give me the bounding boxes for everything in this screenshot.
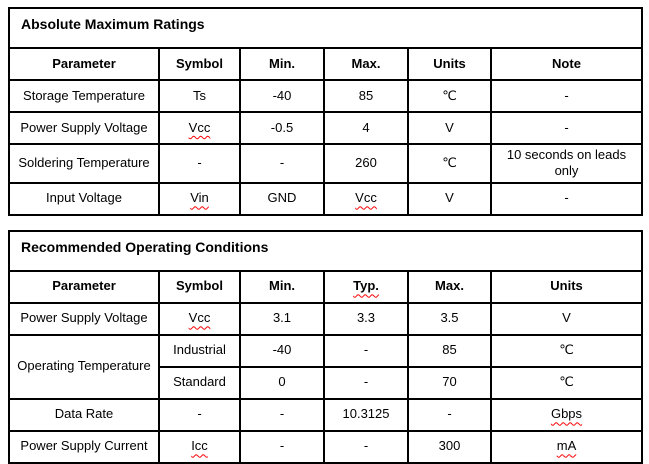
table-row: [9, 335, 642, 367]
column-header: [240, 271, 324, 303]
column-header: [159, 48, 240, 80]
cell-text: ℃: [559, 374, 574, 390]
table-body: [9, 8, 642, 215]
column-header-label: Units: [550, 278, 583, 294]
table-cell: [408, 144, 491, 183]
table-cell: [240, 183, 324, 215]
column-header: [324, 48, 408, 80]
cell-text: 10 seconds on leads only: [506, 147, 627, 179]
table-cell: [159, 399, 240, 431]
column-header: [408, 48, 491, 80]
table-cell: [324, 303, 408, 335]
table-cell: [408, 335, 491, 367]
cell-text: Vin: [190, 190, 209, 206]
cell-text: Ts: [193, 87, 206, 103]
table-row: [9, 112, 642, 144]
cell-text: -: [564, 87, 569, 103]
column-header-label: Typ.: [353, 278, 379, 294]
cell-text: Power Supply Voltage: [20, 119, 148, 135]
tables-container: [8, 7, 641, 464]
cell-text: -: [279, 406, 285, 422]
cell-text: 0: [278, 374, 286, 390]
table-cell: [408, 112, 491, 144]
table-cell: [9, 183, 159, 215]
table-cell: [408, 80, 491, 112]
table-cell: [240, 144, 324, 183]
table-cell: [491, 183, 642, 215]
absolute-maximum-ratings: [8, 7, 643, 216]
table-cell: [9, 80, 159, 112]
table-body: [9, 231, 642, 463]
cell-text: mA: [556, 438, 577, 454]
table-cell: [240, 303, 324, 335]
column-header-label: Max.: [435, 278, 464, 294]
cell-text: 85: [358, 87, 374, 103]
column-header-label: Parameter: [52, 55, 116, 71]
table-cell: [324, 367, 408, 399]
table-cell: [159, 144, 240, 183]
table-cell: [240, 335, 324, 367]
cell-text: V: [445, 119, 454, 135]
table-cell: [159, 303, 240, 335]
table-cell: [408, 367, 491, 399]
table-row: [9, 80, 642, 112]
cell-text: Vcc: [188, 310, 211, 326]
cell-text: -: [564, 119, 569, 135]
recommended-operating-conditions: [8, 230, 643, 464]
cell-text: -0.5: [270, 119, 294, 135]
column-header-label: Min.: [269, 55, 295, 71]
table-cell: [9, 112, 159, 144]
cell-text: -: [447, 406, 452, 422]
cell-text: -: [363, 342, 369, 358]
table-cell: [324, 335, 408, 367]
cell-text: V: [562, 310, 571, 326]
table-cell: [159, 112, 240, 144]
table-row: [9, 183, 642, 215]
column-header-label: Units: [433, 55, 466, 71]
table-cell: [159, 367, 240, 399]
table-row: [9, 303, 642, 335]
cell-text: Power Supply Voltage: [20, 310, 148, 326]
cell-text: 300: [438, 438, 461, 454]
cell-text: 4: [362, 119, 370, 135]
column-header-label: Min.: [269, 278, 295, 294]
table-cell: [240, 399, 324, 431]
table-cell: [9, 335, 159, 399]
table-row: [9, 399, 642, 431]
cell-text: ℃: [442, 155, 457, 171]
table-cell: [9, 144, 159, 183]
table-title: [9, 231, 642, 271]
table-cell: [240, 80, 324, 112]
cell-text: ℃: [442, 87, 457, 103]
table-cell: [240, 367, 324, 399]
column-header-label: Max.: [351, 55, 381, 71]
cell-text: Standard: [173, 374, 226, 390]
column-header: [491, 271, 642, 303]
table-cell: [324, 399, 408, 431]
column-header-label: Symbol: [176, 278, 223, 294]
cell-text: Gbps: [550, 406, 583, 422]
cell-text: 3.1: [272, 310, 292, 326]
table-cell: [491, 80, 642, 112]
table-cell: [408, 399, 491, 431]
column-header-label: Symbol: [176, 55, 223, 71]
table-title: [9, 8, 642, 48]
column-header-label: Note: [552, 55, 581, 71]
table-cell: [159, 183, 240, 215]
table-cell: [408, 183, 491, 215]
table-cell: [324, 80, 408, 112]
table-title-text: Absolute Maximum Ratings: [21, 16, 205, 33]
column-header-label: Parameter: [52, 278, 116, 294]
cell-text: V: [445, 190, 454, 206]
table-cell: [240, 431, 324, 463]
cell-text: -: [564, 190, 569, 206]
table-cell: [408, 431, 491, 463]
cell-text: 10.3125: [342, 406, 390, 422]
column-header: [9, 48, 159, 80]
cell-text: ℃: [559, 342, 574, 358]
cell-text: -: [363, 374, 369, 390]
cell-text: -: [197, 155, 202, 171]
cell-text: 3.3: [356, 310, 376, 326]
cell-text: -40: [272, 87, 292, 103]
column-header: [159, 271, 240, 303]
cell-text: Storage Temperature: [23, 87, 145, 103]
cell-text: -: [279, 155, 285, 171]
title-row: [9, 231, 642, 271]
table-cell: [324, 144, 408, 183]
cell-text: 3.5: [440, 310, 459, 326]
cell-text: -: [197, 406, 202, 422]
table-cell: [324, 183, 408, 215]
header-row: [9, 48, 642, 80]
table-cell: [159, 335, 240, 367]
table-cell: [408, 303, 491, 335]
table-cell: [491, 303, 642, 335]
table-row: [9, 144, 642, 183]
header-row: [9, 271, 642, 303]
table-cell: [240, 112, 324, 144]
table-cell: [324, 431, 408, 463]
cell-text: 85: [442, 342, 457, 358]
table-cell: [491, 144, 642, 183]
table-cell: [491, 367, 642, 399]
cell-text: 70: [442, 374, 457, 390]
column-header: [324, 271, 408, 303]
table-cell: [491, 335, 642, 367]
table-cell: [491, 431, 642, 463]
cell-text: GND: [267, 190, 297, 206]
table-cell: [491, 399, 642, 431]
cell-text: Operating Temperature: [17, 358, 151, 374]
table-row: [9, 431, 642, 463]
table-cell: [491, 112, 642, 144]
cell-text: Vcc: [188, 119, 211, 135]
table-cell: [9, 303, 159, 335]
cell-text: Power Supply Current: [20, 438, 148, 454]
table-cell: [9, 431, 159, 463]
cell-text: -: [279, 438, 285, 454]
title-row: [9, 8, 642, 48]
cell-text: Vcc: [355, 190, 377, 206]
cell-text: -40: [272, 342, 292, 358]
table-cell: [324, 112, 408, 144]
cell-text: -: [363, 438, 369, 454]
table-cell: [159, 80, 240, 112]
cell-text: Soldering Temperature: [18, 155, 150, 171]
column-header: [9, 271, 159, 303]
cell-text: Icc: [191, 438, 208, 454]
cell-text: Data Rate: [54, 406, 114, 422]
column-header: [240, 48, 324, 80]
cell-text: 260: [355, 155, 377, 171]
table-title-text: Recommended Operating Conditions: [21, 238, 269, 255]
cell-text: Input Voltage: [46, 190, 122, 206]
column-header: [491, 48, 642, 80]
column-header: [408, 271, 491, 303]
table-cell: [159, 431, 240, 463]
cell-text: Industrial: [173, 342, 226, 358]
table-cell: [9, 399, 159, 431]
